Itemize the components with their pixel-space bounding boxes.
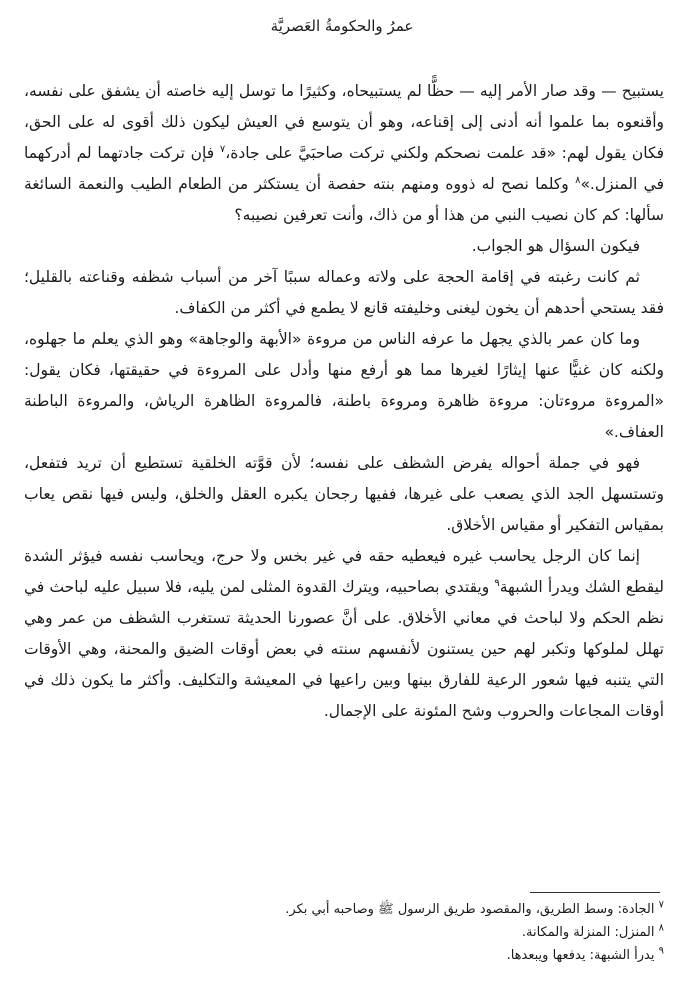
- footnote-7: [24, 898, 664, 921]
- running-header: عمرُ والحكومةُ العَصريَّة: [270, 17, 414, 35]
- footnote-ref-7[interactable]: ٧: [219, 143, 226, 155]
- footnote-divider: [530, 892, 660, 893]
- footnote-ref-9[interactable]: ٩: [494, 577, 500, 589]
- footnote-text: المنزل: المنزلة والمكانة.: [521, 925, 659, 940]
- footnotes: [24, 898, 664, 967]
- footnote-9: [24, 944, 664, 967]
- paragraph-6: [24, 541, 664, 727]
- footnote-text: الجادة: وسط الطريق، والمقصود طريق الرسول ﷺ وصاحبه أبي بكر.: [285, 902, 659, 917]
- body-text: [24, 76, 664, 727]
- footnote-8: [24, 921, 664, 944]
- paragraph-1: [24, 76, 664, 231]
- footnote-number: ٨: [658, 922, 664, 934]
- paragraph-2: فيكون السؤال هو الجواب.: [471, 237, 640, 255]
- footnote-ref-8[interactable]: ٨: [575, 174, 581, 186]
- paragraph-6-text-b: ويقتدي بصاحبيه، ويترك القدوة المثلى لمن يليه، فلا سبيل عليه لباحث في نظم الحكم ولا لباحث في معاني الأخلاق. على أنَّ عصورنا الحديثة تستغرب الشظف من عمر وهي تهلل لملوكها وتكبر لهم حين يستنون لأنفسهم سنته في بعض أوقات الضيق والمحنة، وهي الأوقات التي يتنبه فيها شعور الرعية للفارق بينها وبين راعيها في المعيشة والتكليف. وأكثر ما يكون ذلك في أوقات المجاعات والحروب وشح المئونة على الإجمال.: [24, 578, 664, 720]
- paragraph-1-text-a: يستبيح — وقد صار الأمر إليه — حظًّا لم يستبيحاه، وكثيرًا ما توسل إليه خاصته أن يشفق على نفسه، وأقنعوه بما علموا أنه أدنى إلى إقناعه، وهو أن يتوسع في العيش ليكون ذلك أقوى له على الحق، فكان يقول لهم: «قد علمت نصحكم ولكني تركت صاحبَيَّ على جادة،: [24, 82, 665, 162]
- paragraph-6-text-a: إنما كان الرجل يحاسب غيره فيعطيه حقه في غير بخس ولا حرج، ويحاسب نفسه فيؤثر الشدة ليقطع الشك ويدرأ الشبهة: [24, 547, 664, 596]
- paragraph-3: ثم كانت رغبته في إقامة الحجة على ولاته وعماله سببًا آخر من أسباب شظفه وقناعته بالقليل؛ فقد يستحي أحدهم أن يخون ليغنى وخليفته قانع لا يطمع في أكثر من الكفاف.: [24, 268, 664, 317]
- paragraph-1-text-b: فإن تركت جادتهما لم أدركهما في المنزل.»: [24, 144, 664, 193]
- footnote-number: ٧: [658, 899, 664, 911]
- paragraph-4: وما كان عمر بالذي يجهل ما عرفه الناس من مروءة «الأبهة والوجاهة» وهو الذي يعلم ما جهلوه، ولكنه كان غنيًّا عنها إيثارًا لغيرها مما هو أرفع منها وأدل على المروءة في حقيقتها، فكان يقول: «المروءة مروءتان: مروءة ظاهرة ومروءة باطنة، فالمروءة الظاهرة الرياش، والمروءة الباطنة العفاف.»: [24, 330, 664, 441]
- footnote-number: ٩: [658, 945, 664, 957]
- paragraph-1-text-c: وكلما نصح له ذووه ومنهم بنته حفصة أن يستكثر من الطعام الطيب والنعمة السائغة سألها: كم كان نصيب النبي من هذا أو من ذاك، وأنت تعرفين نصيبه؟: [24, 175, 664, 224]
- paragraph-5: فهو في جملة أحواله يفرض الشظف على نفسه؛ لأن قوَّته الخلقية تستطيع أن تريد فتفعل، وتستسهل الجد الذي يصعب على غيرها، ففيها رجحان يكبره العقل والخلق، وليس فيها نقص يعاب بمقياس التفكير أو مقياس الأخلاق.: [24, 454, 664, 534]
- footnote-text: يدرأ الشبهة: يدفعها ويبعدها.: [506, 948, 659, 963]
